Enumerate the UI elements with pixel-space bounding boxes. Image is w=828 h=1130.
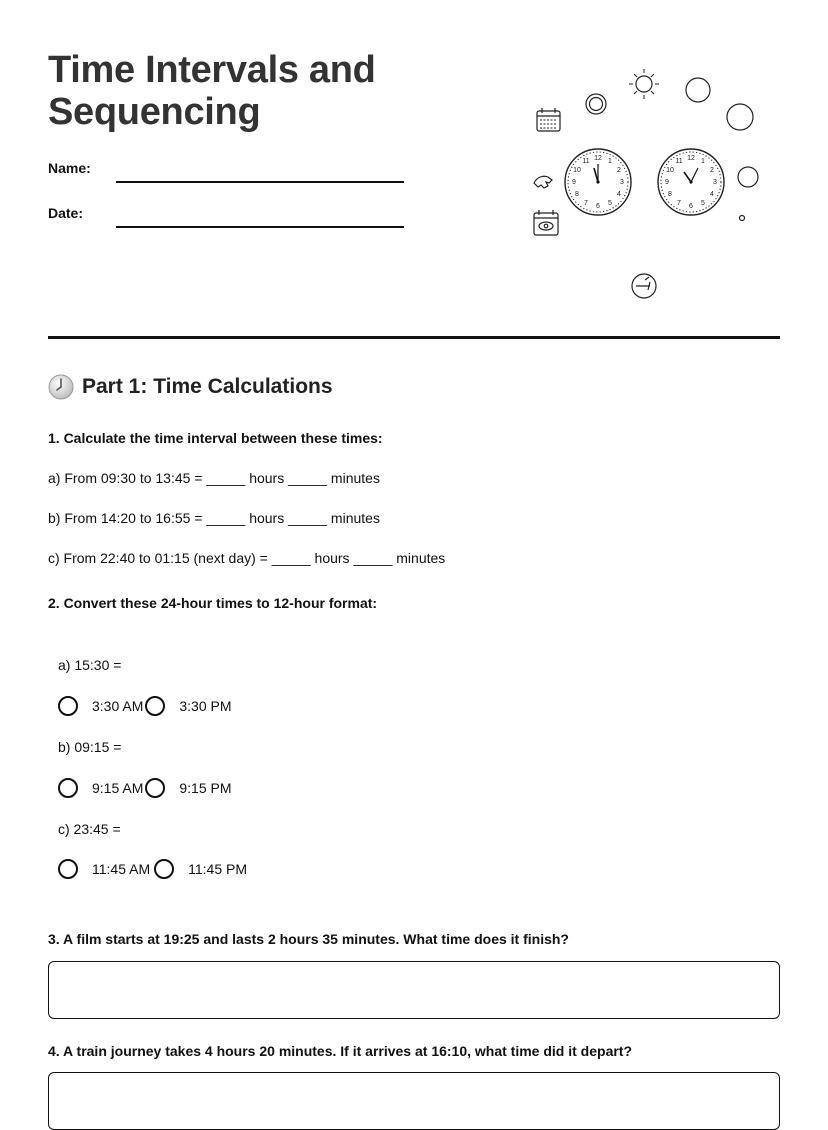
clock-numeral: 8 — [575, 190, 579, 198]
question-4-prompt: 4. A train journey takes 4 hours 20 minutes. If it arrives at 16:10, what time did it depart? — [48, 1043, 633, 1059]
question-2c-label: c) 23:45 = — [58, 821, 121, 837]
radio-button[interactable] — [145, 778, 165, 798]
question-3-answer-box[interactable] — [48, 961, 780, 1019]
timer-icon — [586, 94, 606, 114]
question-2a-options — [58, 696, 232, 716]
option-2b-am[interactable] — [58, 778, 143, 798]
calendar-icon — [537, 108, 560, 131]
question-4-answer-box[interactable] — [48, 1072, 780, 1130]
title-line-2: Sequencing — [48, 91, 261, 133]
clock-numeral: 2 — [710, 166, 714, 174]
analog-clock-2 — [658, 149, 724, 215]
clock-numeral: 1 — [701, 157, 705, 165]
clock-numeral: 4 — [617, 190, 621, 198]
radio-button[interactable] — [154, 859, 174, 879]
sun-icon — [629, 69, 659, 99]
name-label: Name: — [48, 160, 91, 176]
name-field[interactable] — [116, 181, 404, 183]
option-label: 11:45 PM — [188, 861, 248, 877]
option-label: 9:15 PM — [179, 780, 232, 796]
option-label: 11:45 AM — [92, 861, 151, 877]
clock-numeral: 7 — [584, 199, 588, 207]
part-1-title: Part 1: Time Calculations — [82, 375, 333, 398]
bubble-icon — [727, 104, 753, 130]
question-1a: a) From 09:30 to 13:45 = _____ hours _____ minutes — [48, 470, 380, 486]
clock-numeral: 6 — [596, 202, 600, 210]
clock-numeral: 7 — [677, 199, 681, 207]
option-2a-am[interactable] — [58, 696, 143, 716]
bubble-icon — [738, 167, 758, 187]
clock-numeral: 5 — [608, 199, 612, 207]
question-2-prompt: 2. Convert these 24-hour times to 12-hour format: — [48, 595, 378, 611]
question-1c: c) From 22:40 to 01:15 (next day) = _____ hours _____ minutes — [48, 550, 446, 566]
clock-numeral: 8 — [668, 190, 672, 198]
hand-icon — [534, 176, 552, 188]
radio-button[interactable] — [58, 859, 78, 879]
part-1-heading — [48, 374, 333, 400]
clock-numeral: 12 — [687, 154, 695, 162]
question-2b-options — [58, 778, 232, 798]
clock-numeral: 3 — [713, 178, 717, 186]
clock-numeral: 9 — [572, 178, 576, 186]
bubble-icon — [686, 78, 710, 102]
analog-clock-1 — [565, 149, 631, 215]
section-divider — [48, 336, 780, 339]
clock-numeral: 1 — [608, 157, 612, 165]
question-1b: b) From 14:20 to 16:55 = _____ hours _____ minutes — [48, 510, 380, 526]
question-1-prompt: 1. Calculate the time interval between these times: — [48, 430, 383, 446]
bubble-icon — [740, 216, 745, 221]
question-2a-label: a) 15:30 = — [58, 657, 122, 673]
clock-numeral: 12 — [594, 154, 602, 162]
clock-numeral: 4 — [710, 190, 714, 198]
clock-numeral: 10 — [666, 166, 674, 174]
clock-numeral: 5 — [701, 199, 705, 207]
radio-button[interactable] — [145, 696, 165, 716]
question-2b-label: b) 09:15 = — [58, 739, 122, 755]
clock-numeral: 2 — [617, 166, 621, 174]
clock-numeral: 3 — [620, 178, 624, 186]
question-3-prompt: 3. A film starts at 19:25 and lasts 2 hours 35 minutes. What time does it finish? — [48, 931, 569, 947]
question-2c-options — [58, 859, 247, 879]
clock-illustration — [526, 62, 770, 306]
option-label: 9:15 AM — [92, 780, 144, 796]
clock-numeral: 9 — [665, 178, 669, 186]
radio-button[interactable] — [58, 778, 78, 798]
option-label: 3:30 AM — [92, 698, 144, 714]
option-2b-pm[interactable] — [145, 778, 231, 798]
option-2c-pm[interactable] — [154, 859, 247, 879]
option-label: 3:30 PM — [179, 698, 232, 714]
worksheet-title — [48, 49, 376, 133]
clock-numeral: 6 — [689, 202, 693, 210]
clock-numeral: 11 — [582, 157, 590, 165]
clock-icon — [48, 374, 74, 400]
clock-icon — [632, 274, 656, 298]
clock-numeral: 10 — [573, 166, 581, 174]
clock-numeral: 11 — [675, 157, 683, 165]
title-line-1: Time Intervals and — [48, 49, 376, 91]
option-2c-am[interactable] — [58, 859, 150, 879]
date-field[interactable] — [116, 226, 404, 228]
eye-calendar-icon — [534, 210, 558, 235]
date-label: Date: — [48, 205, 84, 221]
radio-button[interactable] — [58, 696, 78, 716]
option-2a-pm[interactable] — [145, 696, 231, 716]
